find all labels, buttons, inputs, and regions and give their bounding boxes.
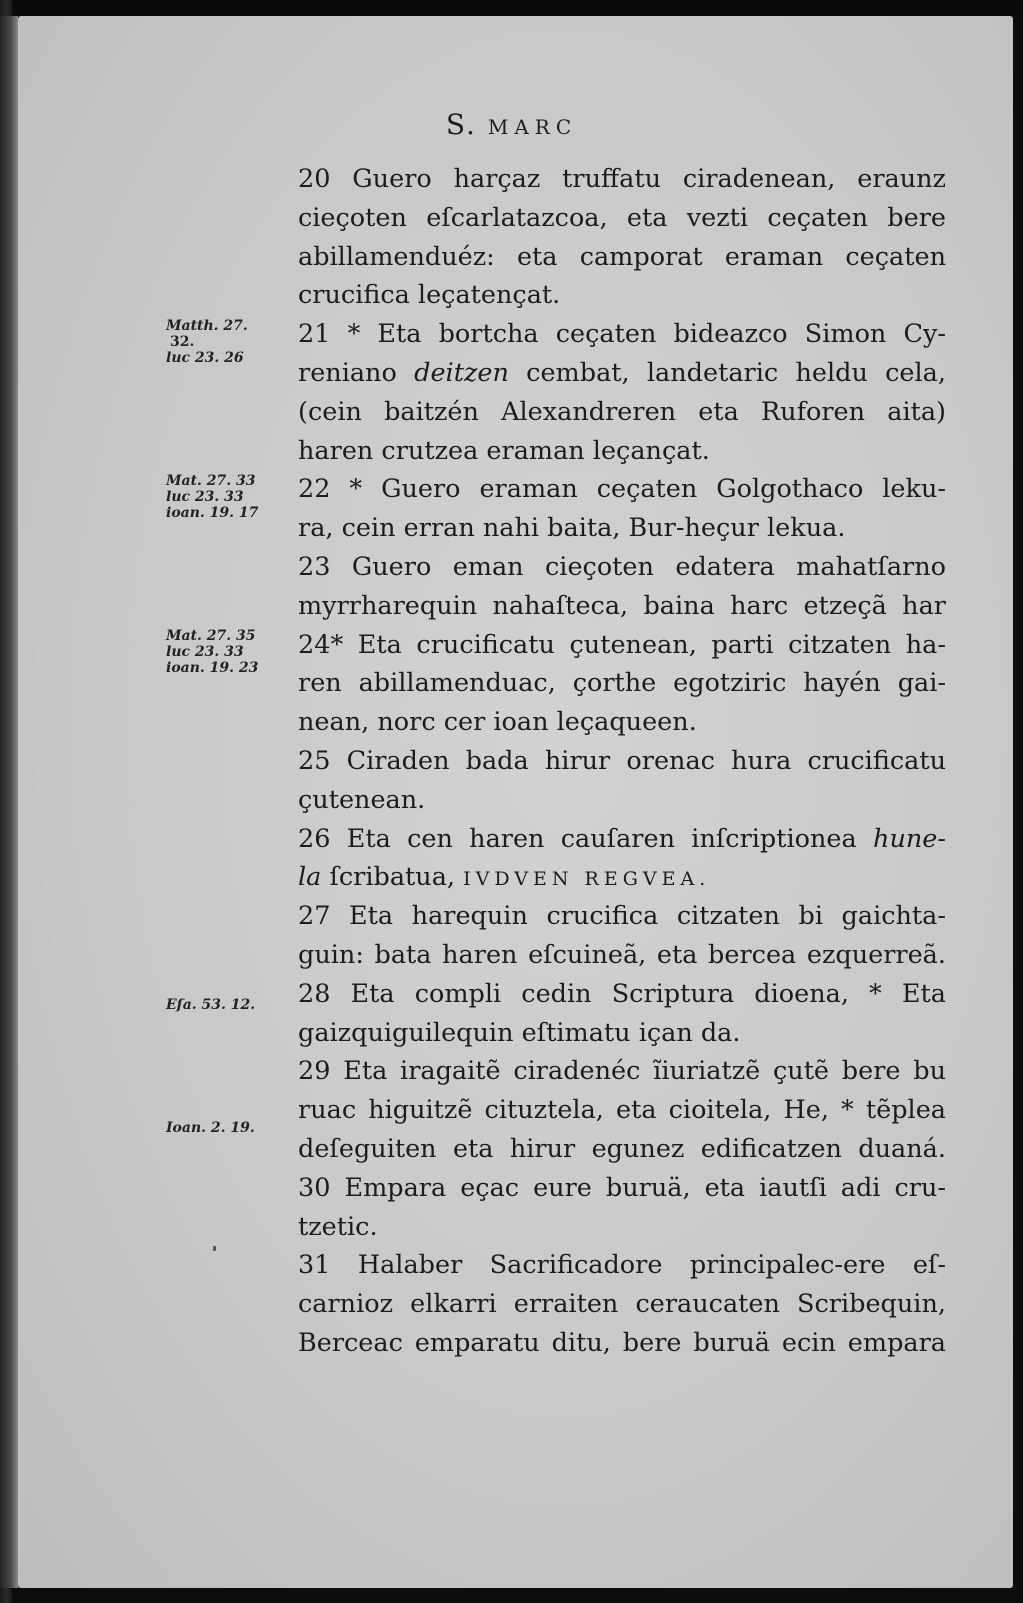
italic-word: hune- [873,823,946,854]
text-line: Berceac emparatu ditu, bere buruä ecin empara [298,1327,946,1358]
italic-word: deitzen [414,357,509,388]
margin-reference-line: Mat. 27. 33 [166,473,256,489]
margin-reference-line: Eſa. 53. 12. [166,997,256,1013]
text-line: nean, norc cer ioan leçaqueen. [298,707,697,738]
margin-reference [166,318,248,366]
margin-reference [166,1120,255,1136]
margin-reference-line: ioan. 19. 23 [166,660,259,676]
ink-speck [213,1246,216,1251]
text-line: (cein baitzén Alexandreren eta Ruforen aita) [298,396,946,427]
text-line: 22 * Guero eraman ceçaten Golgothaco leku- [298,474,946,505]
margin-reference-line: luc 23. 26 [166,350,244,366]
margin-reference [166,628,258,676]
text-line: guin: bata haren eſcuineã, eta bercea ezquerreã. [298,939,946,970]
text-line: 24* Eta crucificatu çutenean, parti citzaten ha- [298,629,946,660]
text-line: crucifica leçatençat. [298,280,561,311]
main-text-column [298,160,946,1363]
text-line: 21 * Eta bortcha ceçaten bideazco Simon Cy- [298,319,946,350]
text-line: ruac higuitzẽ cituztela, eta cioitela, He, * tẽplea [298,1095,946,1126]
book-spine-edge [0,16,18,1588]
text-line: carnioz elkarri erraiten ceraucaten Scribequin, [298,1289,946,1320]
margin-reference-line: luc 23. 33 [166,644,244,660]
text-line: la ſcribatua, IVDVEN REGVEA. [298,862,711,893]
inscription-small-caps: IVDVEN REGVEA. [463,868,711,891]
text-line: 30 Empara eçac eure buruä, eta iautſi adi cru- [298,1172,946,1203]
margin-reference-line: 32. [170,334,195,350]
text-line: deſeguiten eta hirur egunez edificatzen duaná. [298,1133,946,1164]
text-line: 27 Eta harequin crucifica citzaten bi gaichta- [298,901,946,932]
margin-reference-line: Ioan. 2. 19. [166,1120,255,1136]
text-line: haren crutzea eraman leçançat. [298,435,710,466]
margin-reference [166,997,255,1013]
margin-reference [166,473,258,521]
running-head-title: MARC [487,115,578,139]
running-head [0,108,1023,141]
text-line: ren abillamenduac, çorthe egotziric hayén gai- [298,668,946,699]
text-line: gaizquiguilequin eſtimatu içan da. [298,1017,741,1048]
text-line: 31 Halaber Sacrificadore principalec-ere eſ- [298,1250,946,1281]
text-line: myrrharequin nahaſteca, baina harc etzeçã har [298,590,946,621]
text-line: reniano deitzen cembat, landetaric heldu cela, [298,357,946,388]
italic-word: la [298,862,322,893]
text-line: 29 Eta iragaitẽ ciradenéc ĩiuriatzẽ çutẽ bere bu [298,1056,946,1087]
text-line: çutenean. [298,784,426,815]
text-line: 28 Eta compli cedin Scriptura dioena, * Eta [298,978,946,1009]
text-line: ra, cein erran nahi baita, Bur-heçur lekua. [298,513,846,544]
margin-reference-line: luc 23. 33 [166,489,244,505]
text-line: 20 Guero harçaz truffatu ciradenean, eraunz [298,164,946,194]
margin-reference-line: Mat. 27. 35 [166,628,256,644]
margin-reference-line: Matth. 27. [166,318,248,334]
text-line: cieçoten eſcarlatazcoa, eta vezti ceçaten bere [298,202,946,233]
text-line: 23 Guero eman cieçoten edatera mahatſarno [298,551,946,582]
text-line: 25 Ciraden bada hirur orenac hura crucificatu [298,745,946,776]
text-line: tzetic. [298,1211,378,1242]
margin-reference-line: ioan. 19. 17 [166,505,259,521]
text-line: abillamenduéz: eta camporat eraman ceçaten [298,241,946,272]
text-line: 26 Eta cen haren cauſaren inſcriptionea hune- [298,823,946,854]
running-head-prefix: S. [445,108,477,141]
